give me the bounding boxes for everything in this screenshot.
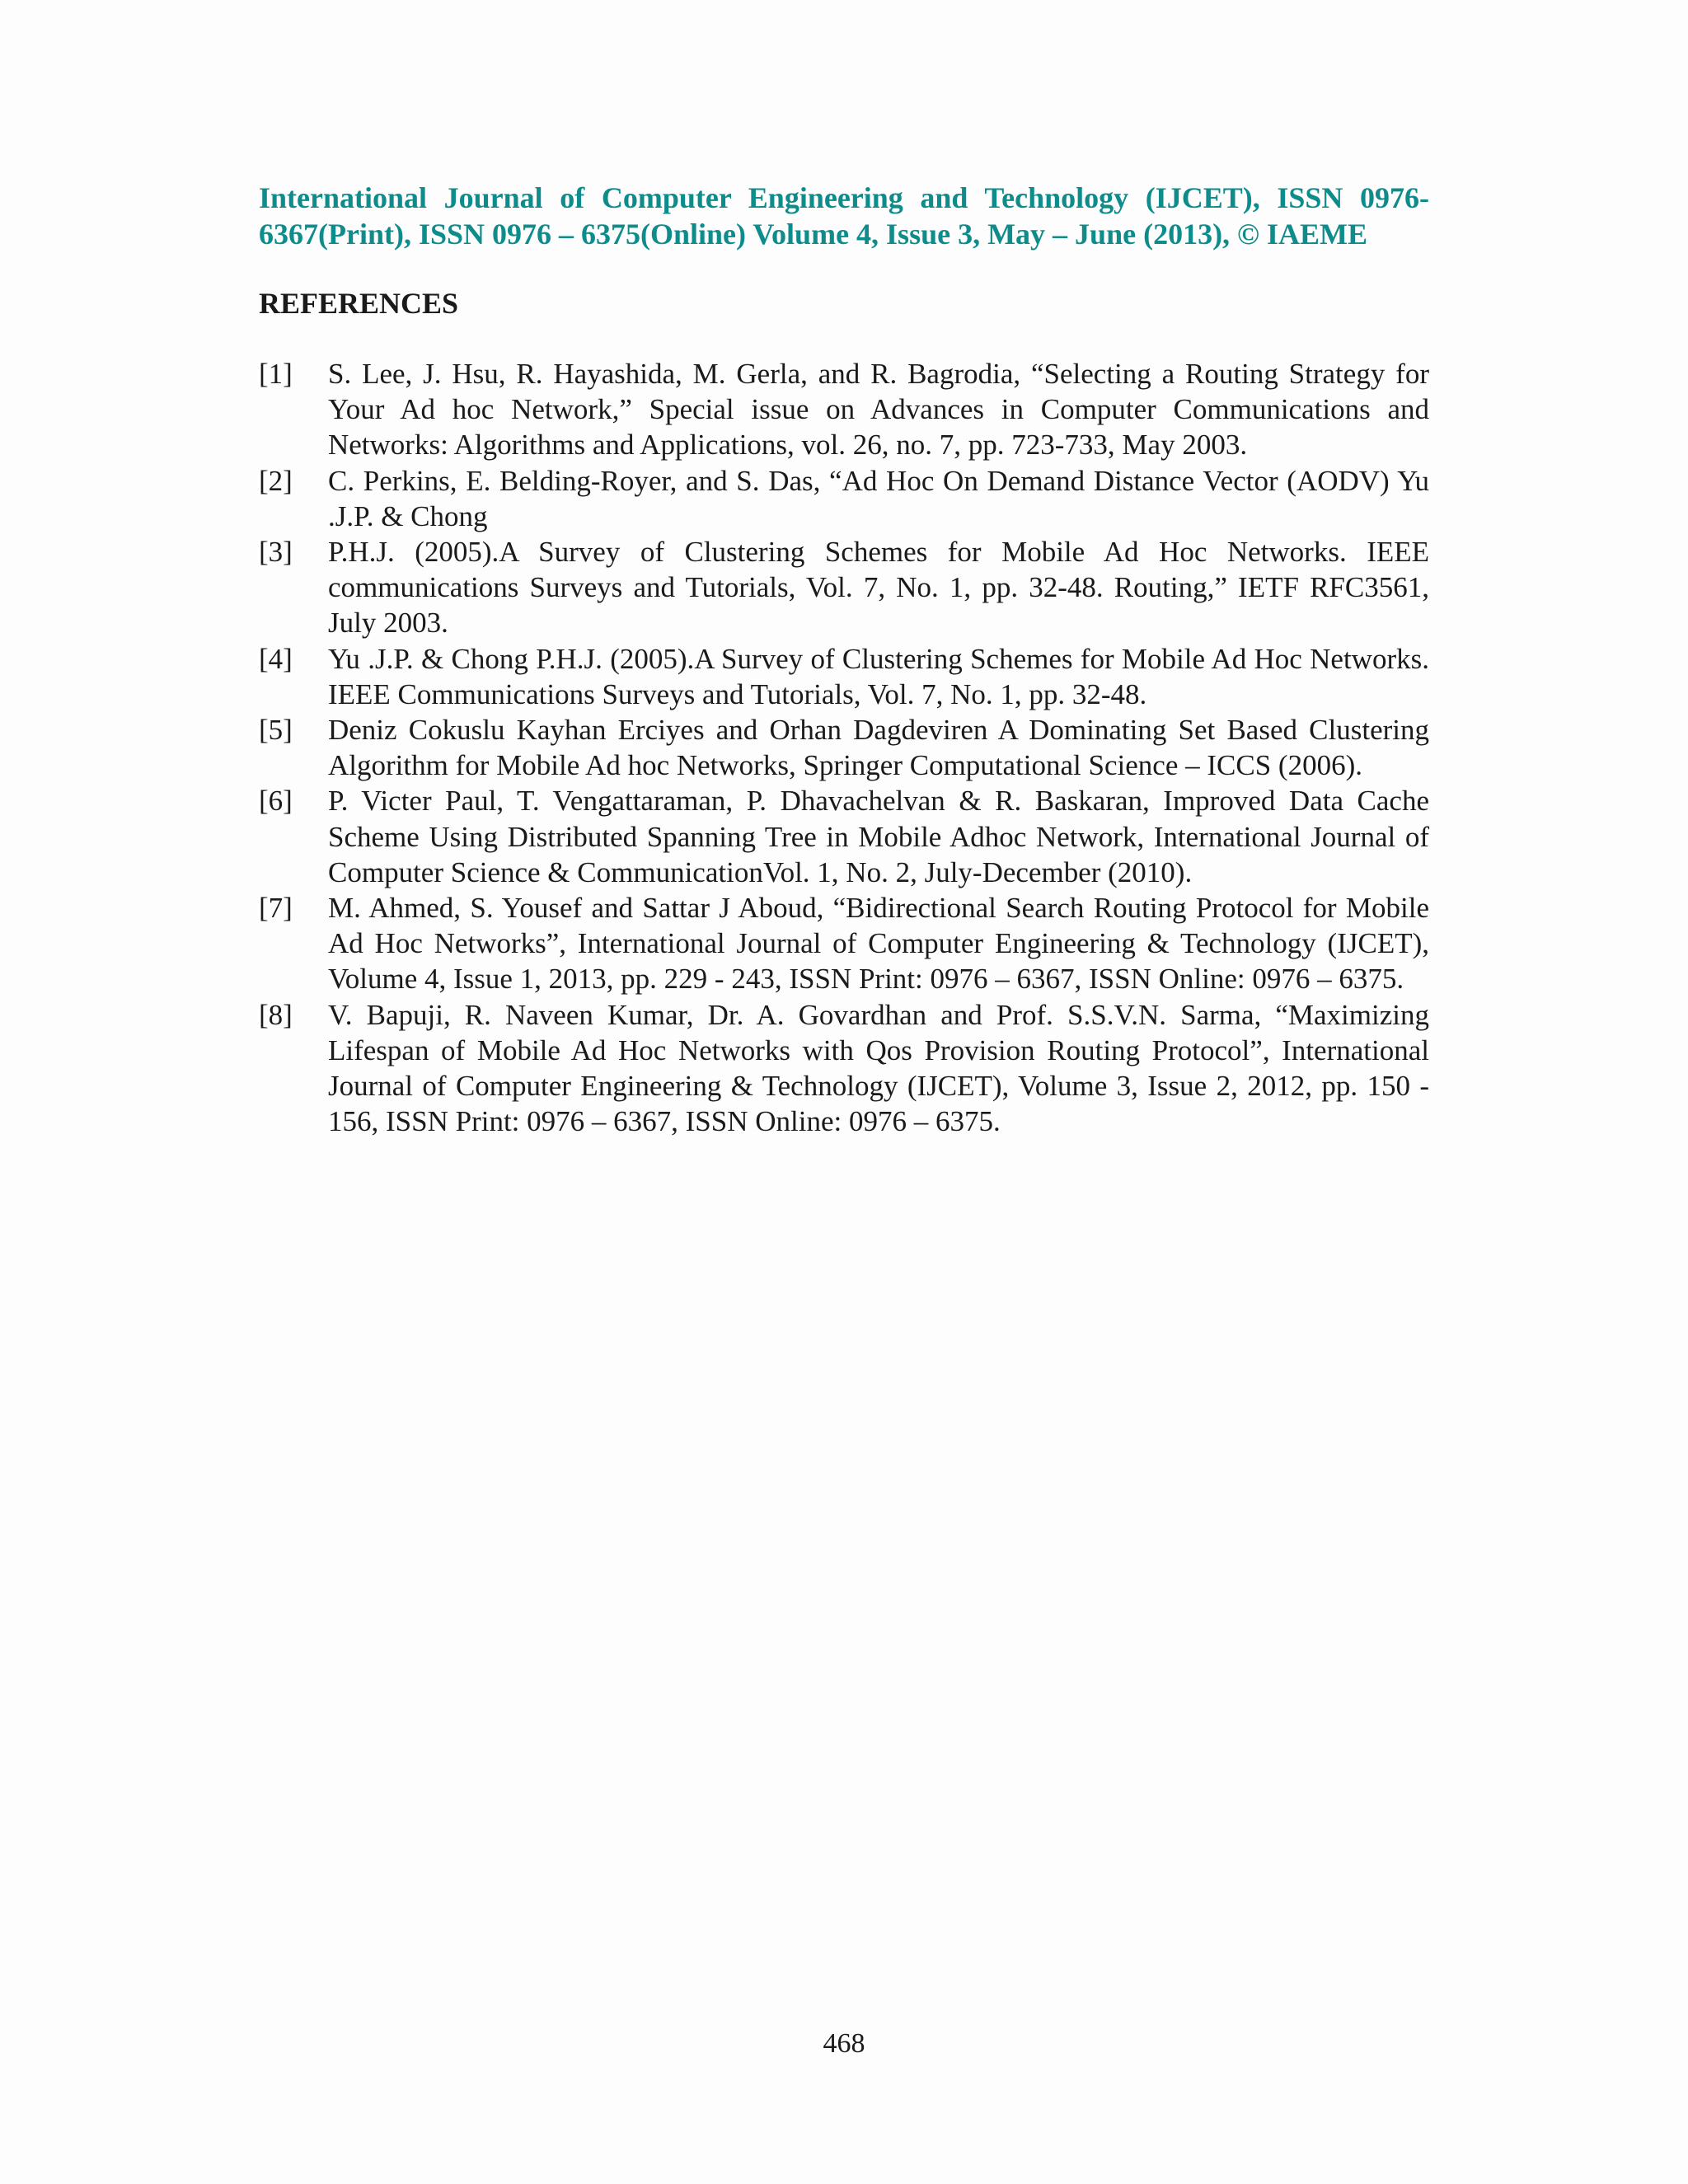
- reference-number: [3]: [259, 536, 293, 569]
- journal-header: International Journal of Computer Engineering and Technology (IJCET), ISSN 0976-6367(Print), ISSN 0976 – 6375(Online) Volume 4, Issue 3, May – June (2013), © IAEME: [259, 181, 1429, 251]
- reference-number: [7]: [259, 892, 293, 925]
- reference-text: S. Lee, J. Hsu, R. Hayashida, M. Gerla, and R. Bagrodia, “Selecting a Routing Strategy for Your Ad hoc Network,” Special issue on Advances in Computer Communications and Networks: Algorithms and Applications, vol. 26, no. 7, pp. 723-733, May 2003.: [328, 358, 1429, 462]
- reference-text: M. Ahmed, S. Yousef and Sattar J Aboud, “Bidirectional Search Routing Protocol for Mobile Ad Hoc Networks”, International Journal of Computer Engineering & Technology (IJCET), Volume 4, Issue 1, 2013, pp. 229 - 243, ISSN Print: 0976 – 6367, ISSN Online: 0976 – 6375.: [328, 892, 1429, 996]
- reference-text: Yu .J.P. & Chong P.H.J. (2005).A Survey of Clustering Schemes for Mobile Ad Hoc Networks. IEEE Communications Surveys and Tutorials, Vol. 7, No. 1, pp. 32-48.: [328, 642, 1429, 710]
- reference-number: [6]: [259, 785, 293, 818]
- reference-number: [4]: [259, 642, 293, 675]
- reference-item: [259, 463, 1429, 534]
- reference-text: P.H.J. (2005).A Survey of Clustering Schemes for Mobile Ad Hoc Networks. IEEE communications Surveys and Tutorials, Vol. 7, No. 1, pp. 32-48. Routing,” IETF RFC3561, July 2003.: [328, 536, 1429, 640]
- page-number: 468: [823, 2028, 865, 2059]
- section-heading: REFERENCES: [259, 287, 459, 320]
- reference-text: V. Bapuji, R. Naveen Kumar, Dr. A. Govardhan and Prof. S.S.V.N. Sarma, “Maximizing Lifespan of Mobile Ad Hoc Networks with Qos Provision Routing Protocol”, International Journal of Computer Engineering & Technology (IJCET), Volume 3, Issue 2, 2012, pp. 150 - 156, ISSN Print: 0976 – 6367, ISSN Online: 0976 – 6375.: [328, 998, 1429, 1138]
- reference-item: [259, 783, 1429, 890]
- reference-item: [259, 641, 1429, 712]
- reference-item: [259, 712, 1429, 783]
- reference-text: C. Perkins, E. Belding-Royer, and S. Das, “Ad Hoc On Demand Distance Vector (AODV) Yu .J.P. & Chong: [328, 464, 1429, 532]
- reference-item: [259, 890, 1429, 997]
- reference-item: [259, 356, 1429, 463]
- reference-number: [5]: [259, 714, 293, 747]
- reference-item: [259, 534, 1429, 641]
- reference-list: [259, 356, 1429, 1139]
- reference-text: Deniz Cokuslu Kayhan Erciyes and Orhan Dagdeviren A Dominating Set Based Clustering Algorithm for Mobile Ad hoc Networks, Springer Computational Science – ICCS (2006).: [328, 714, 1429, 782]
- reference-number: [2]: [259, 464, 293, 497]
- reference-item: [259, 997, 1429, 1140]
- reference-number: [8]: [259, 998, 293, 1031]
- reference-number: [1]: [259, 358, 293, 390]
- reference-text: P. Victer Paul, T. Vengattaraman, P. Dhavachelvan & R. Baskaran, Improved Data Cache Scheme Using Distributed Spanning Tree in Mobile Adhoc Network, International Journal of Computer Science & CommunicationVol. 1, No. 2, July-December (2010).: [328, 785, 1429, 888]
